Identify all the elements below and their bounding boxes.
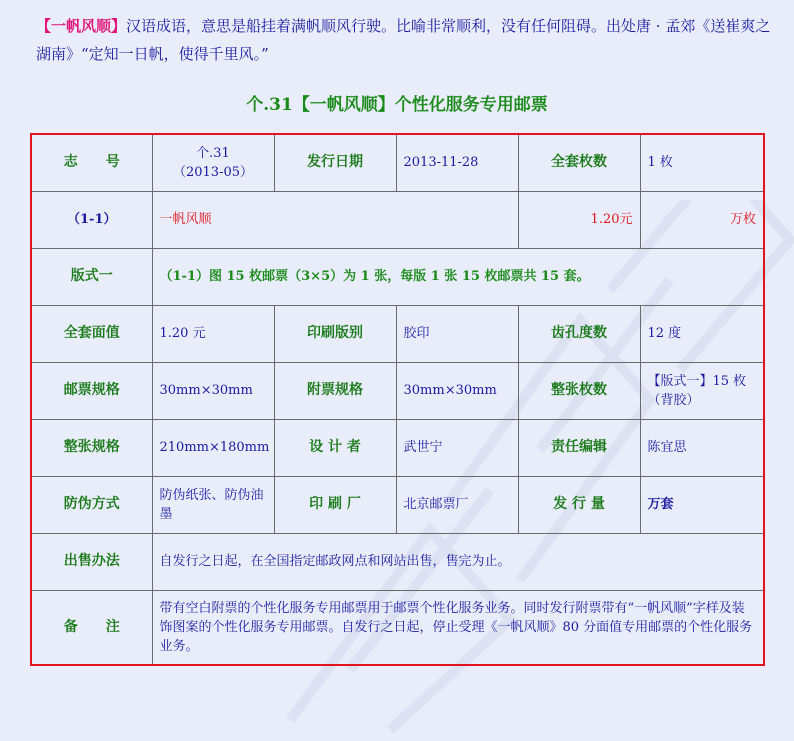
label-sheet-count: 整张枚数 [518, 362, 640, 419]
remarks-text: 带有空白附票的个性化服务专用邮票用于邮票个性化服务业务。同时发行附票带有“一帆风顺”字样及装饰图案的个性化服务专用邮票。自发行之日起，停止受理《一帆风顺》80 分面值专用邮票的个性化服务业务。 [152, 590, 764, 665]
label-perforation: 齿孔度数 [518, 305, 640, 362]
face-value: 1.20 元 [152, 305, 274, 362]
intro-paragraph [36, 12, 776, 68]
zhihao-line2: （2013-05） [172, 164, 254, 180]
label-printer: 印 刷 厂 [274, 476, 396, 533]
perforation-value: 12 度 [640, 305, 764, 362]
sale-method-text: 自发行之日起，在全国指定邮政网点和网站出售，售完为止。 [152, 533, 764, 590]
attach-size-value: 30mm×30mm [396, 362, 518, 419]
table-row [31, 419, 764, 476]
volume-value: 万套 [640, 476, 764, 533]
editor-value: 陈宜思 [640, 419, 764, 476]
page-title: 个.31【一帆风顺】个性化服务专用邮票 [246, 95, 548, 115]
table-row [31, 362, 764, 419]
layout-text: （1-1）图 15 枚邮票（3×5）为 1 张，每版 1 张 15 枚邮票共 15 套。 [152, 248, 764, 305]
sheet-count-value: 【版式一】15 枚（背胶） [640, 362, 764, 419]
label-face-value: 全套面值 [31, 305, 152, 362]
zhihao-line1: 个.31 [196, 145, 230, 161]
table-row [31, 248, 764, 305]
label-remarks: 备 注 [31, 590, 152, 665]
stamp-size-value: 30mm×30mm [152, 362, 274, 419]
designer-value: 武世宁 [396, 419, 518, 476]
label-zhihao: 志 号 [31, 134, 152, 191]
print-method-value: 胶印 [396, 305, 518, 362]
label-stamp-size: 邮票规格 [31, 362, 152, 419]
table-row [31, 191, 764, 248]
label-issue-date: 发行日期 [274, 134, 396, 191]
table-row [31, 134, 764, 191]
table-row [31, 533, 764, 590]
sheet-size-value: 210mm×180mm [152, 419, 274, 476]
table-row [31, 590, 764, 665]
stamp-info-table [30, 133, 765, 666]
label-print-method: 印刷版别 [274, 305, 396, 362]
label-set-count: 全套枚数 [518, 134, 640, 191]
stamp-code: （1-1） [31, 191, 152, 248]
stamp-face-value: 1.20元 [518, 191, 640, 248]
label-layout: 版式一 [31, 248, 152, 305]
label-editor: 责任编辑 [518, 419, 640, 476]
intro-tag: 【一帆风顺】 [36, 17, 127, 35]
issue-date-value: 2013-11-28 [396, 134, 518, 191]
stamp-name: 一帆风顺 [152, 191, 518, 248]
label-sheet-size: 整张规格 [31, 419, 152, 476]
table-row [31, 305, 764, 362]
table-row [31, 476, 764, 533]
label-designer: 设 计 者 [274, 419, 396, 476]
label-volume: 发 行 量 [518, 476, 640, 533]
label-anti-counterfeit: 防伪方式 [31, 476, 152, 533]
stamp-quantity: 万枚 [640, 191, 764, 248]
zhihao-value [152, 134, 274, 191]
anti-counterfeit-value: 防伪纸张、防伪油墨 [152, 476, 274, 533]
set-count-value: 1 枚 [640, 134, 764, 191]
intro-text: 汉语成语，意思是船挂着满帆顺风行驶。比喻非常顺利，没有任何阻碍。出处唐 · 孟郊《送崔爽之湖南》“定知一日帆，使得千里风。” [36, 17, 771, 63]
label-attach-size: 附票规格 [274, 362, 396, 419]
printer-value: 北京邮票厂 [396, 476, 518, 533]
label-sale-method: 出售办法 [31, 533, 152, 590]
